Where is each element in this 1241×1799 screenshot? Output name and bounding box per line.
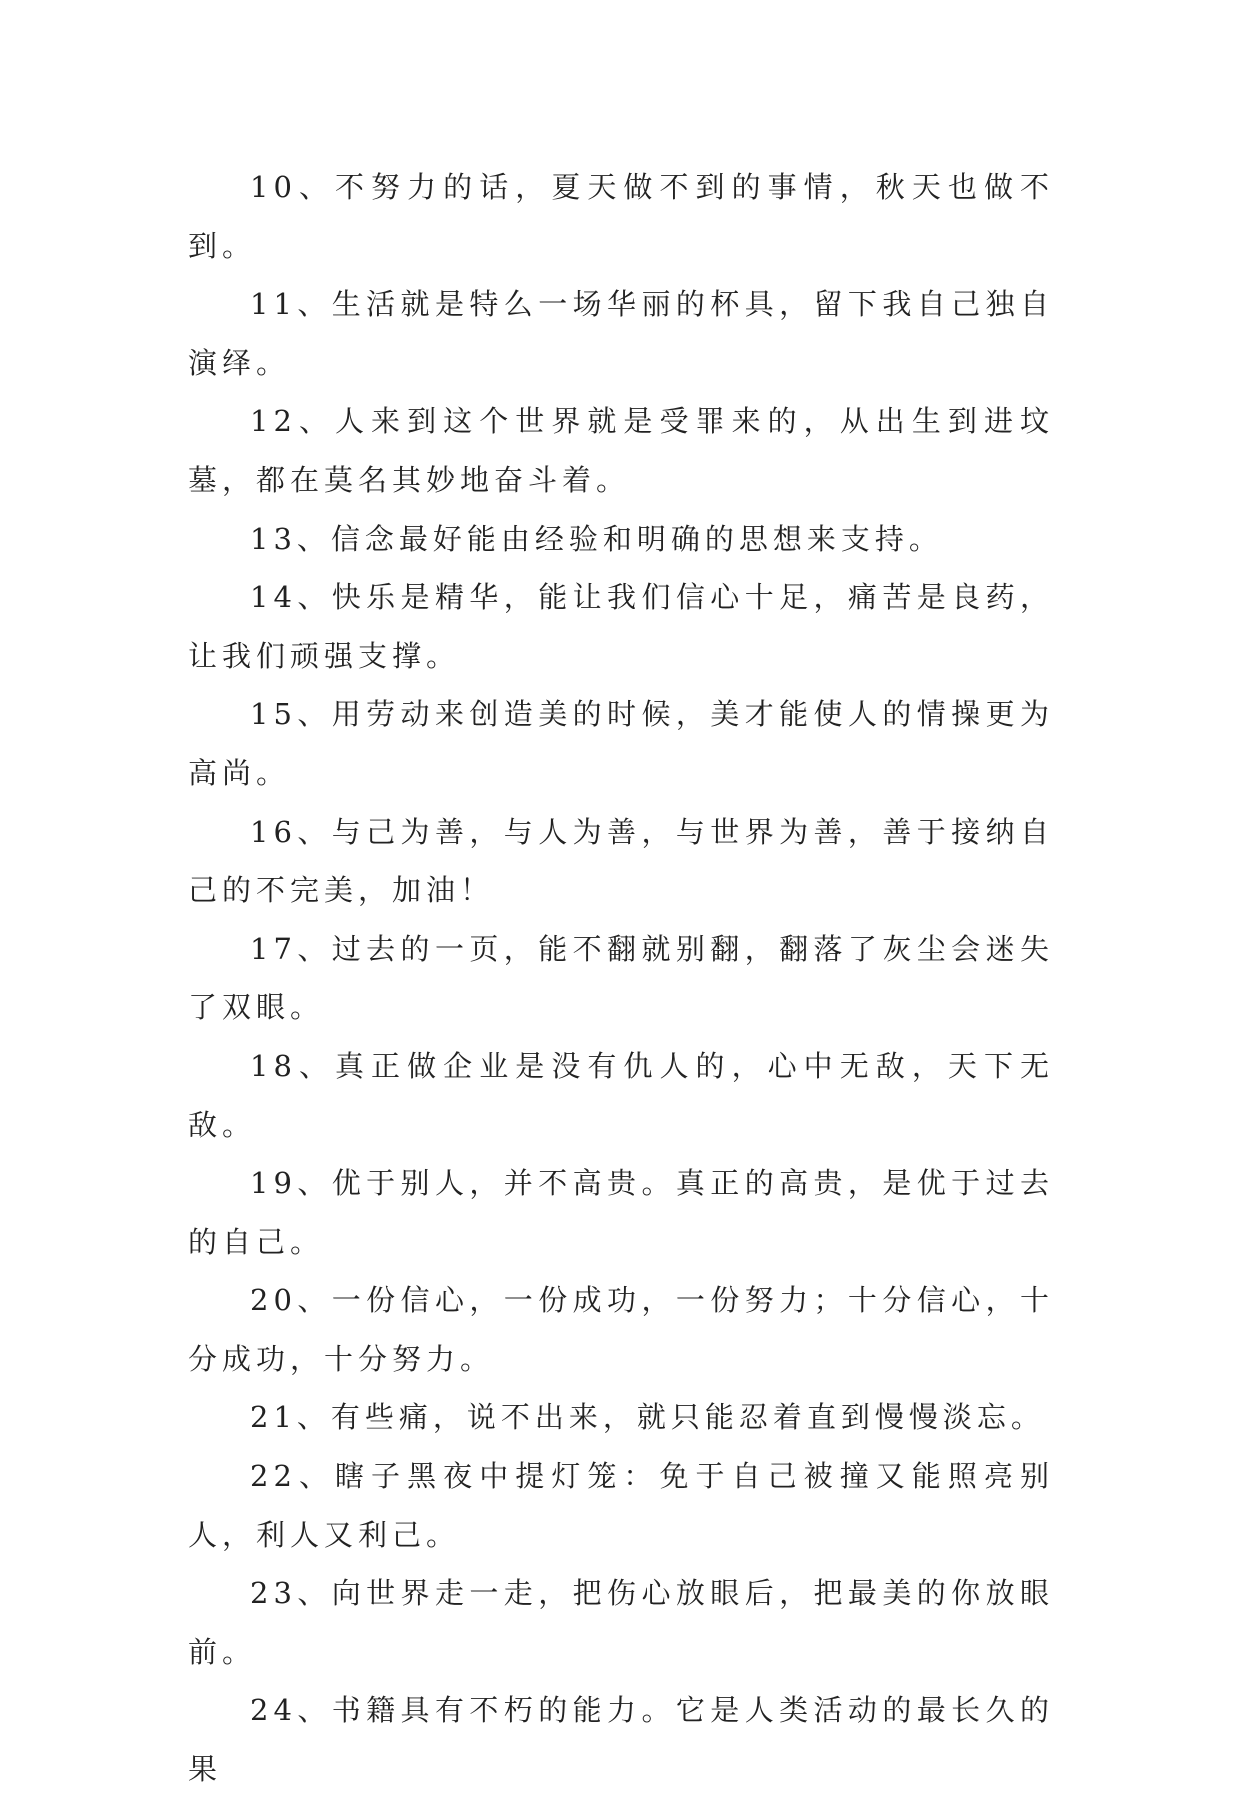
paragraph-23: 23、向世界走一走，把伤心放眼后，把最美的你放眼前。: [188, 1576, 1054, 1669]
paragraph-18: 18、真正做企业是没有仇人的，心中无敌，天下无敌。: [188, 1048, 1054, 1142]
paragraph-20: 20、一份信心，一份成功，一份努力；十分信心，十分成功，十分努力。: [188, 1283, 1054, 1376]
paragraph-19: 19、优于别人，并不高贵。真正的高贵，是优于过去的自己。: [188, 1166, 1054, 1259]
paragraph-16: 16、与己为善，与人为善，与世界为善，善于接纳自己的不完美，加油！: [188, 814, 1054, 908]
paragraph-17: 17、过去的一页，能不翻就别翻，翻落了灰尘会迷失了双眼。: [188, 931, 1054, 1025]
paragraph-21: 21、有些痛，说不出来，就只能忍着直到慢慢淡忘。: [250, 1400, 1045, 1435]
paragraph-15: 15、用劳动来创造美的时候，美才能使人的情操更为高尚。: [188, 697, 1054, 790]
paragraph-14: 14、快乐是精华，能让我们信心十足，痛苦是良药，让我们顽强支撑。: [188, 580, 1054, 673]
paragraph-24: 24、书籍具有不朽的能力。它是人类活动的最长久的果: [188, 1693, 1054, 1787]
paragraph-22: 22、瞎子黑夜中提灯笼：免于自己被撞又能照亮别人，利人又利己。: [188, 1459, 1054, 1552]
paragraph-11: 11、生活就是特么一场华丽的杯具，留下我自己独自演绎。: [188, 287, 1054, 380]
paragraph-10: 10、不努力的话，夏天做不到的事情，秋天也做不到。: [188, 170, 1054, 263]
paragraph-12: 12、人来到这个世界就是受罪来的，从出生到进坟墓，都在莫名其妙地奋斗着。: [188, 404, 1054, 497]
paragraph-13: 13、信念最好能由经验和明确的思想来支持。: [250, 521, 943, 556]
document-body: [188, 158, 1054, 1799]
